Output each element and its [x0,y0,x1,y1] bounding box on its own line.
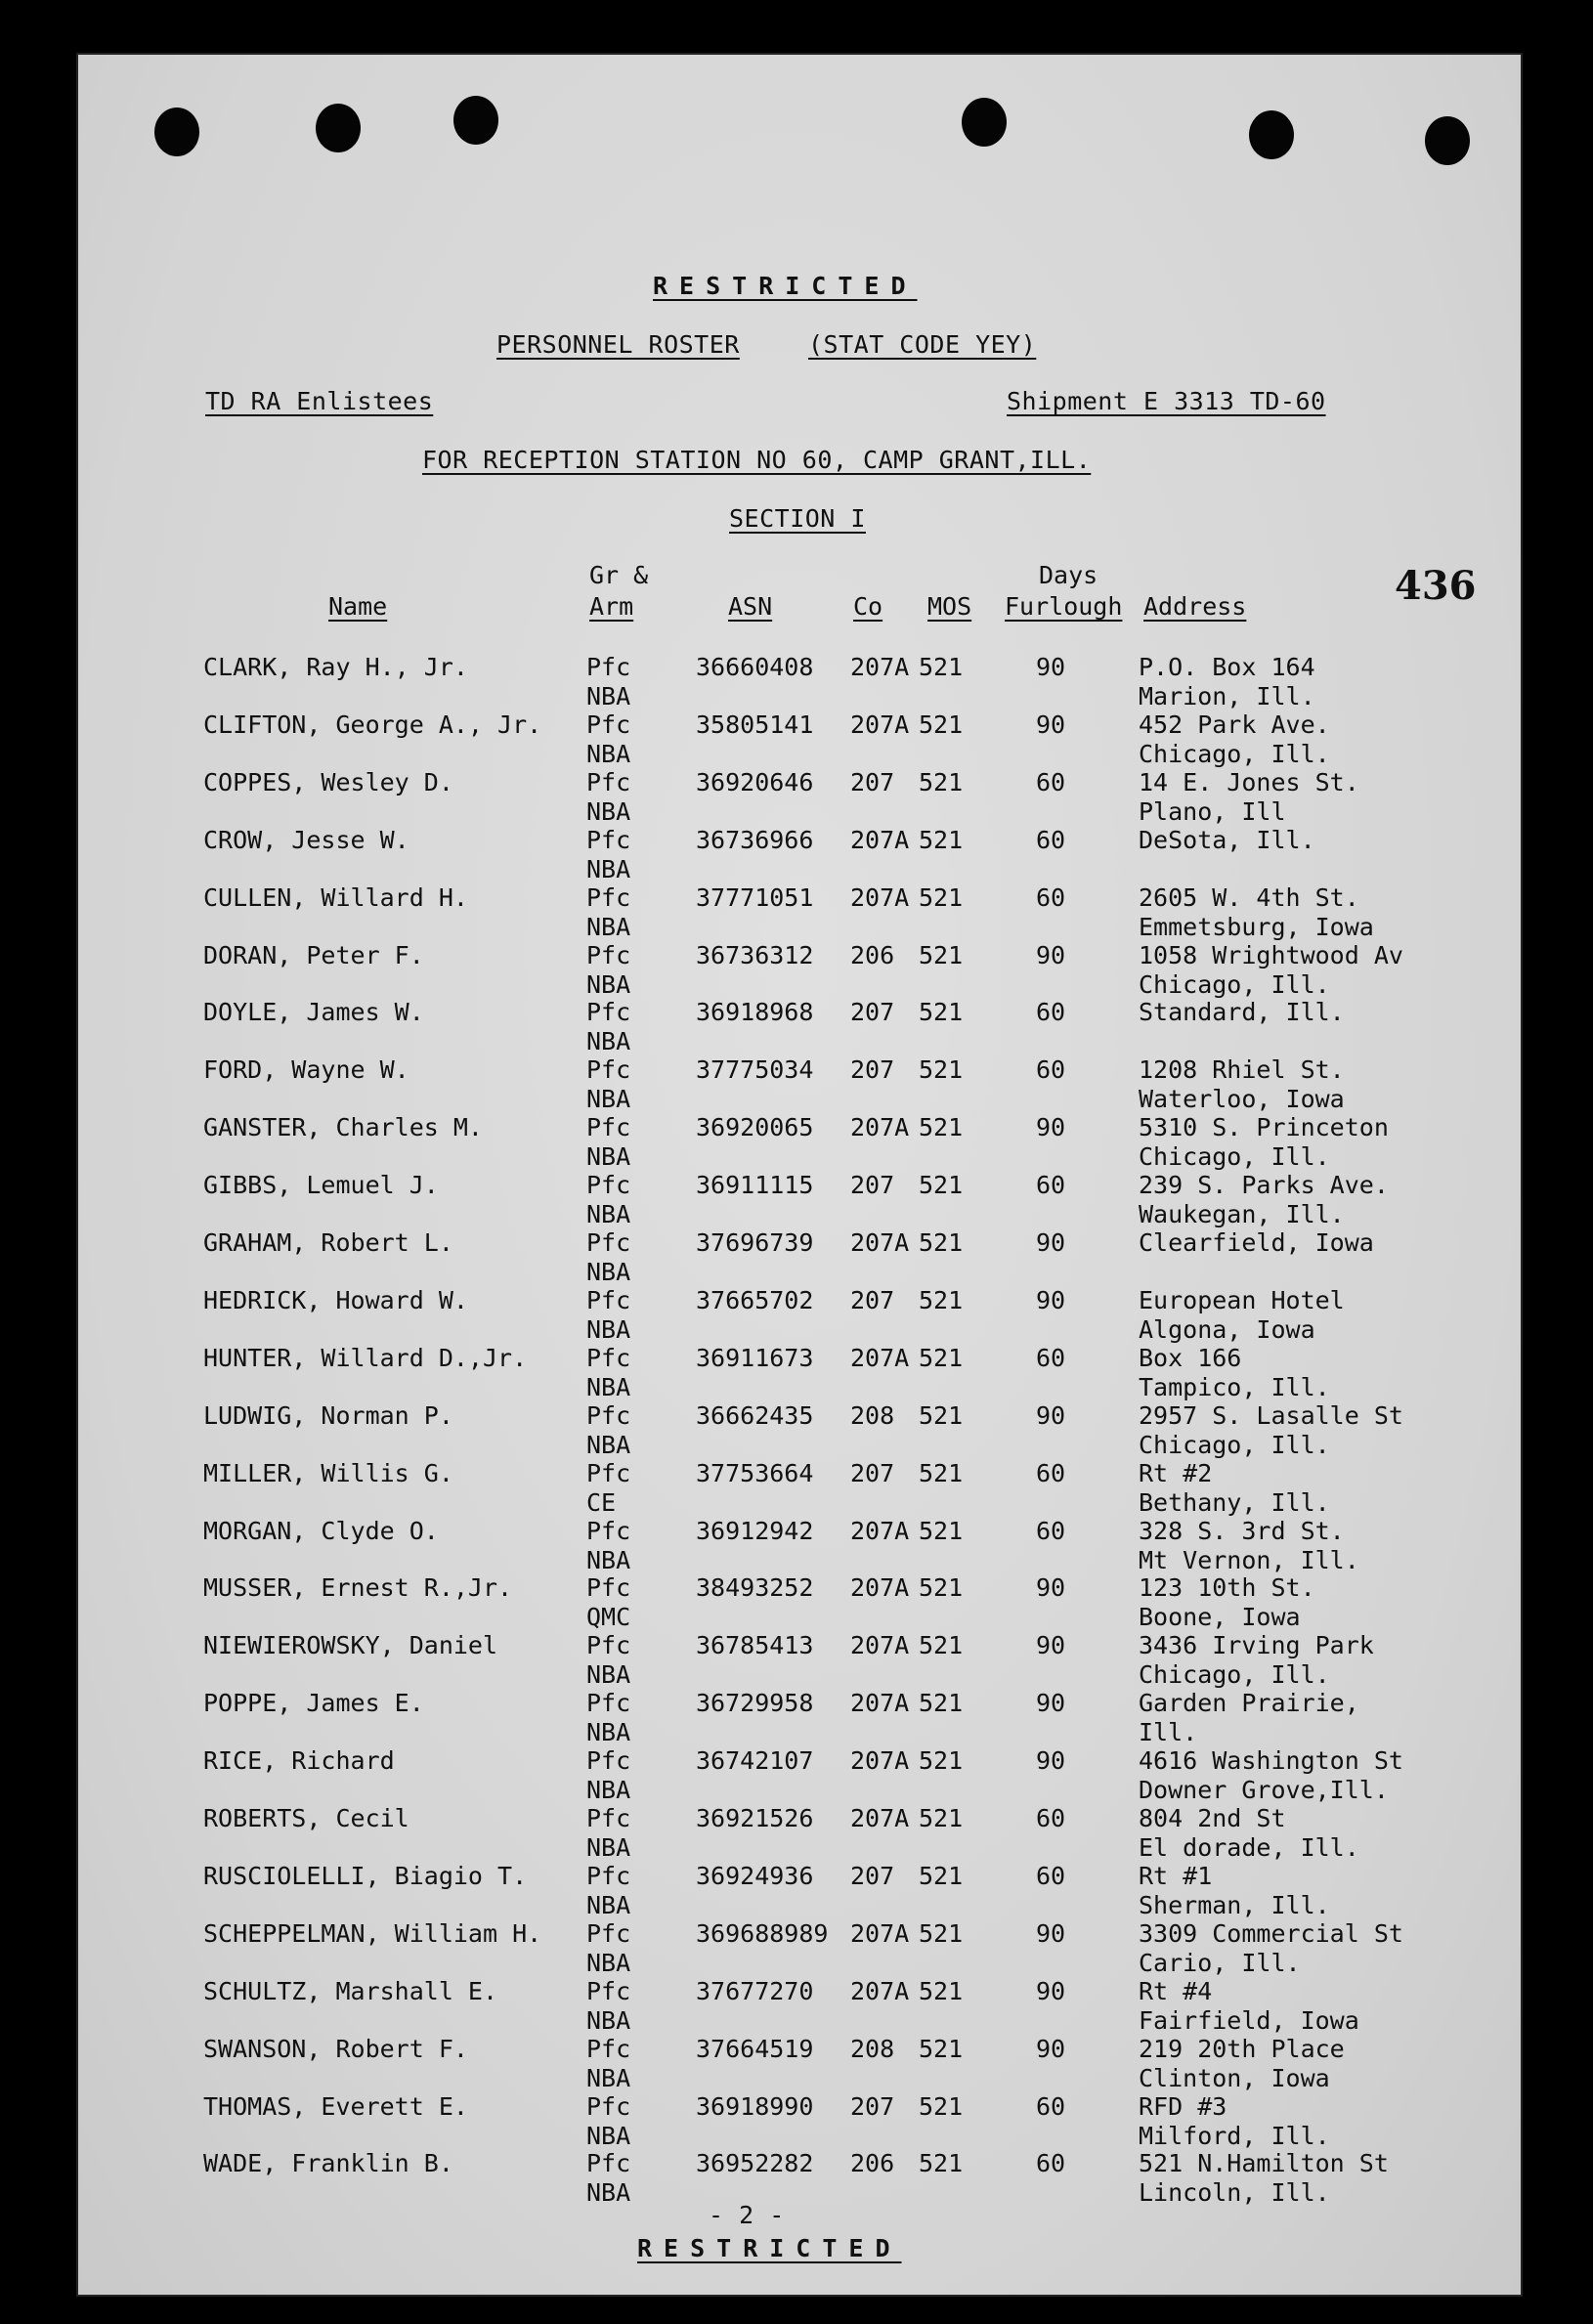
asn: 36952282 [696,2149,814,2178]
address-line-1: Rt #4 [1139,1976,1213,2005]
table-row [78,1401,1521,1459]
person-name: HUNTER, Willard D.,Jr. [203,1343,528,1372]
company: 207A [850,1343,910,1372]
company: 207A [850,1113,910,1142]
col-header-co: Co [853,592,883,621]
table-row [78,1344,1521,1401]
company: 207A [850,1918,910,1948]
asn: 36662435 [696,1400,814,1430]
asn: 37665702 [696,1285,814,1314]
mos: 521 [919,1861,964,1890]
address-line-2: Boone, Iowa [1139,1603,1301,1632]
table-row [78,1459,1521,1517]
address-line-2: Tampico, Ill. [1139,1372,1330,1401]
address-line-1: European Hotel [1139,1285,1345,1314]
grade: Pfc [586,825,631,854]
arm: NBA [586,2063,631,2092]
address-line-2: Chicago, Ill. [1139,969,1330,999]
furlough-days: 60 [1036,998,1066,1027]
company: 206 [850,940,895,969]
arm: CE [586,1487,617,1517]
table-row [78,1746,1521,1804]
address-line-1: Box 166 [1139,1343,1242,1372]
company: 207 [850,2091,895,2121]
page-number: 436 [1395,563,1477,609]
address-line-1: 123 10th St. [1139,1573,1315,1603]
furlough-days: 60 [1036,1171,1066,1200]
furlough-days: 90 [1036,2034,1066,2063]
mos: 521 [919,710,964,739]
mos: 521 [919,1976,964,2005]
col-header-furlough: Furlough [1005,592,1123,621]
furlough-days: 90 [1036,1631,1066,1660]
table-row [78,883,1521,941]
grade: Pfc [586,1343,631,1372]
grade: Pfc [586,653,631,681]
restricted-header: RESTRICTED [653,272,918,300]
person-name: SCHULTZ, Marshall E. [203,1976,498,2005]
mos: 521 [919,940,964,969]
station-label: FOR RECEPTION STATION NO 60, CAMP GRANT,ILL. [422,446,1092,474]
asn: 37753664 [696,1458,814,1487]
table-row [78,1286,1521,1344]
address-line-1: DeSota, Ill. [1139,825,1315,854]
address-line-1: 2605 W. 4th St. [1139,882,1359,912]
company: 207 [850,1285,895,1314]
company: 207 [850,1861,895,1890]
col-header-name: Name [328,592,388,621]
furlough-days: 60 [1036,882,1066,912]
mos: 521 [919,1631,964,1660]
furlough-days: 90 [1036,1689,1066,1718]
arm: NBA [586,1833,631,1862]
table-row [78,1977,1521,2035]
table-row [78,826,1521,883]
mos: 521 [919,1458,964,1487]
company: 207A [850,1631,910,1660]
company: 207 [850,1171,895,1200]
arm: NBA [586,1660,631,1690]
furlough-days: 90 [1036,653,1066,681]
arm: NBA [586,1545,631,1574]
furlough-days: 60 [1036,1458,1066,1487]
arm: NBA [586,1314,631,1344]
address-line-2: Fairfield, Iowa [1139,2005,1359,2035]
grade: Pfc [586,1631,631,1660]
asn: 37696739 [696,1228,814,1257]
furlough-days: 90 [1036,1918,1066,1948]
mos: 521 [919,1228,964,1257]
address-line-2: Chicago, Ill. [1139,1142,1330,1172]
grade: Pfc [586,1055,631,1085]
company: 207 [850,998,895,1027]
asn: 36785413 [696,1631,814,1660]
person-name: FORD, Wayne W. [203,1055,409,1085]
company: 207 [850,767,895,796]
address-line-1: 5310 S. Princeton [1139,1113,1389,1142]
mos: 521 [919,2034,964,2063]
furlough-days: 60 [1036,1516,1066,1545]
person-name: MILLER, Willis G. [203,1458,453,1487]
mos: 521 [919,1573,964,1603]
asn: 36921526 [696,1804,814,1832]
address-line-1: 804 2nd St [1139,1804,1286,1832]
address-line-2: Bethany, Ill. [1139,1487,1330,1517]
person-name: LUDWIG, Norman P. [203,1400,453,1430]
arm: NBA [586,1200,631,1229]
address-line-2: Clinton, Iowa [1139,2063,1330,2092]
person-name: MUSSER, Ernest R.,Jr. [203,1573,513,1603]
address-line-1: P.O. Box 164 [1139,653,1315,681]
person-name: SCHEPPELMAN, William H. [203,1918,542,1948]
arm: NBA [586,2005,631,2035]
company: 207A [850,1804,910,1832]
address-line-2: Waukegan, Ill. [1139,1200,1345,1229]
address-line-1: 219 20th Place [1139,2034,1345,2063]
mos: 521 [919,1804,964,1832]
company: 207A [850,1689,910,1718]
company: 207A [850,1516,910,1545]
punch-hole [154,108,199,156]
mos: 521 [919,2091,964,2121]
asn: 36660408 [696,653,814,681]
company: 207A [850,710,910,739]
furlough-days: 90 [1036,1113,1066,1142]
person-name: CROW, Jesse W. [203,825,409,854]
table-row [78,1804,1521,1862]
arm: NBA [586,796,631,826]
grade: Pfc [586,1285,631,1314]
company: 207A [850,882,910,912]
arm: NBA [586,682,631,710]
grade: Pfc [586,2091,631,2121]
mos: 521 [919,1055,964,1085]
grade: Pfc [586,1113,631,1142]
table-row [78,1517,1521,1574]
grade: Pfc [586,882,631,912]
table-row [78,768,1521,826]
address-line-2: Algona, Iowa [1139,1314,1315,1344]
address-line-1: Clearfield, Iowa [1139,1228,1374,1257]
company: 207A [850,825,910,854]
table-row [78,1171,1521,1228]
table-row [78,1573,1521,1631]
address-line-1: 14 E. Jones St. [1139,767,1359,796]
asn: 36912942 [696,1516,814,1545]
col-header-address: Address [1143,592,1247,621]
stat-code: (STAT CODE YEY) [808,330,1037,359]
furlough-days: 90 [1036,1285,1066,1314]
punch-hole [962,98,1007,147]
arm: NBA [586,1372,631,1401]
table-row [78,1631,1521,1689]
furlough-days: 60 [1036,2149,1066,2178]
address-line-2: Chicago, Ill. [1139,1660,1330,1690]
address-line-1: 521 N.Hamilton St [1139,2149,1389,2178]
address-line-2: Chicago, Ill. [1139,1430,1330,1459]
grade: Pfc [586,767,631,796]
address-line-2: Ill. [1139,1718,1198,1747]
punch-hole [1425,116,1470,165]
person-name: HEDRICK, Howard W. [203,1285,468,1314]
person-name: MORGAN, Clyde O. [203,1516,439,1545]
mos: 521 [919,1343,964,1372]
grade: Pfc [586,1804,631,1832]
grade: Pfc [586,1976,631,2005]
address-line-1: 452 Park Ave. [1139,710,1330,739]
mos: 521 [919,1285,964,1314]
asn: 37771051 [696,882,814,912]
asn: 36742107 [696,1746,814,1776]
person-name: RUSCIOLELLI, Biagio T. [203,1861,528,1890]
person-name: GRAHAM, Robert L. [203,1228,453,1257]
furlough-days: 90 [1036,1746,1066,1776]
arm: NBA [586,912,631,941]
person-name: RICE, Richard [203,1746,395,1776]
arm: NBA [586,1430,631,1459]
asn: 36736312 [696,940,814,969]
person-name: CLIFTON, George A., Jr. [203,710,542,739]
arm: NBA [586,854,631,883]
company: 207 [850,1458,895,1487]
asn: 35805141 [696,710,814,739]
grade: Pfc [586,1861,631,1890]
address-line-1: RFD #3 [1139,2091,1227,2121]
mos: 521 [919,998,964,1027]
address-line-1: 1208 Rhiel St. [1139,1055,1345,1085]
asn: 37677270 [696,1976,814,2005]
punch-hole [316,104,361,152]
table-row [78,998,1521,1055]
furlough-days: 60 [1036,767,1066,796]
roster-title: PERSONNEL ROSTER [496,330,740,359]
asn: 36918968 [696,998,814,1027]
address-line-2: Plano, Ill [1139,796,1286,826]
address-line-1: 3309 Commercial St [1139,1918,1403,1948]
table-row [78,2149,1521,2207]
grade: Pfc [586,1400,631,1430]
company: 207A [850,1228,910,1257]
furlough-days: 60 [1036,2091,1066,2121]
asn: 36911115 [696,1171,814,1200]
company: 207A [850,1573,910,1603]
grade: Pfc [586,1458,631,1487]
arm: NBA [586,2178,631,2208]
person-name: ROBERTS, Cecil [203,1804,409,1832]
person-name: GANSTER, Charles M. [203,1113,483,1142]
mos: 521 [919,2149,964,2178]
asn: 36924936 [696,1861,814,1890]
furlough-days: 60 [1036,1804,1066,1832]
mos: 521 [919,825,964,854]
table-row [78,2035,1521,2092]
asn: 36729958 [696,1689,814,1718]
arm: NBA [586,2121,631,2150]
page-marker: - 2 - [709,2201,785,2229]
asn: 369688989 [696,1918,829,1948]
col-header-days: Days [1039,561,1098,589]
address-line-1: Rt #1 [1139,1861,1213,1890]
table-row [78,653,1521,710]
person-name: SWANSON, Robert F. [203,2034,468,2063]
mos: 521 [919,1918,964,1948]
col-header-asn: ASN [728,592,773,621]
person-name: GIBBS, Lemuel J. [203,1171,439,1200]
company: 207A [850,653,910,681]
asn: 37775034 [696,1055,814,1085]
address-line-2: Marion, Ill. [1139,682,1315,710]
address-line-1: Garden Prairie, [1139,1689,1359,1718]
asn: 38493252 [696,1573,814,1603]
enlistees-label: TD RA Enlistees [205,387,434,415]
col-header-mos: MOS [927,592,972,621]
table-row [78,1228,1521,1286]
address-line-1: 3436 Irving Park [1139,1631,1374,1660]
mos: 521 [919,767,964,796]
arm: NBA [586,1142,631,1172]
col-header-arm: Arm [589,592,634,621]
shipment-label: Shipment E 3313 TD-60 [1007,387,1326,415]
company: 207 [850,1055,895,1085]
furlough-days: 60 [1036,825,1066,854]
arm: QMC [586,1603,631,1632]
address-line-2: El dorade, Ill. [1139,1833,1359,1862]
asn: 37664519 [696,2034,814,2063]
col-header-grade: Gr & [589,561,649,589]
restricted-footer: RESTRICTED [637,2234,902,2262]
arm: NBA [586,969,631,999]
address-line-2: Emmetsburg, Iowa [1139,912,1374,941]
person-name: POPPE, James E. [203,1689,424,1718]
furlough-days: 90 [1036,1400,1066,1430]
arm: NBA [586,1890,631,1919]
grade: Pfc [586,1171,631,1200]
asn: 36911673 [696,1343,814,1372]
address-line-1: 1058 Wrightwood Av [1139,940,1403,969]
address-line-1: 2957 S. Lasalle St [1139,1400,1403,1430]
address-line-2: Downer Grove,Ill. [1139,1776,1389,1805]
person-name: COPPES, Wesley D. [203,767,453,796]
person-name: DOYLE, James W. [203,998,424,1027]
address-line-1: 239 S. Parks Ave. [1139,1171,1389,1200]
grade: Pfc [586,710,631,739]
furlough-days: 60 [1036,1055,1066,1085]
asn: 36920646 [696,767,814,796]
grade: Pfc [586,998,631,1027]
furlough-days: 90 [1036,1573,1066,1603]
person-name: DORAN, Peter F. [203,940,424,969]
table-row [78,1113,1521,1171]
arm: NBA [586,1085,631,1114]
mos: 521 [919,1516,964,1545]
asn: 36736966 [696,825,814,854]
mos: 521 [919,1746,964,1776]
person-name: CULLEN, Willard H. [203,882,468,912]
furlough-days: 90 [1036,1228,1066,1257]
table-row [78,1862,1521,1919]
table-row [78,710,1521,768]
grade: Pfc [586,1573,631,1603]
arm: NBA [586,1027,631,1056]
address-line-1: 328 S. 3rd St. [1139,1516,1345,1545]
punch-hole [453,96,498,145]
address-line-1: 4616 Washington St [1139,1746,1403,1776]
address-line-2: Lincoln, Ill. [1139,2178,1330,2208]
address-line-2: Milford, Ill. [1139,2121,1330,2150]
table-row [78,1055,1521,1113]
company: 208 [850,2034,895,2063]
grade: Pfc [586,1746,631,1776]
mos: 521 [919,1400,964,1430]
company: 208 [850,1400,895,1430]
grade: Pfc [586,2149,631,2178]
arm: NBA [586,739,631,768]
mos: 521 [919,1171,964,1200]
company: 207A [850,1746,910,1776]
mos: 521 [919,1113,964,1142]
furlough-days: 90 [1036,940,1066,969]
mos: 521 [919,882,964,912]
section-label: SECTION I [729,504,866,533]
address-line-2: Waterloo, Iowa [1139,1085,1345,1114]
address-line-1: Standard, Ill. [1139,998,1345,1027]
arm: NBA [586,1776,631,1805]
asn: 36920065 [696,1113,814,1142]
grade: Pfc [586,2034,631,2063]
mos: 521 [919,653,964,681]
company: 206 [850,2149,895,2178]
furlough-days: 90 [1036,1976,1066,2005]
grade: Pfc [586,940,631,969]
arm: NBA [586,1948,631,1977]
address-line-2: Sherman, Ill. [1139,1890,1330,1919]
person-name: THOMAS, Everett E. [203,2091,468,2121]
roster-page [78,55,1521,2295]
mos: 521 [919,1689,964,1718]
arm: NBA [586,1718,631,1747]
person-name: WADE, Franklin B. [203,2149,453,2178]
table-row [78,941,1521,999]
table-row [78,1689,1521,1746]
company: 207A [850,1976,910,2005]
address-line-2: Cario, Ill. [1139,1948,1301,1977]
grade: Pfc [586,1228,631,1257]
furlough-days: 60 [1036,1343,1066,1372]
address-line-1: Rt #2 [1139,1458,1213,1487]
punch-hole [1249,110,1294,159]
table-row [78,2092,1521,2150]
address-line-2: Mt Vernon, Ill. [1139,1545,1359,1574]
asn: 36918990 [696,2091,814,2121]
grade: Pfc [586,1516,631,1545]
address-line-2: Chicago, Ill. [1139,739,1330,768]
grade: Pfc [586,1689,631,1718]
arm: NBA [586,1258,631,1286]
person-name: NIEWIEROWSKY, Daniel [203,1631,498,1660]
person-name: CLARK, Ray H., Jr. [203,653,468,681]
furlough-days: 60 [1036,1861,1066,1890]
table-row [78,1919,1521,1977]
furlough-days: 90 [1036,710,1066,739]
grade: Pfc [586,1918,631,1948]
